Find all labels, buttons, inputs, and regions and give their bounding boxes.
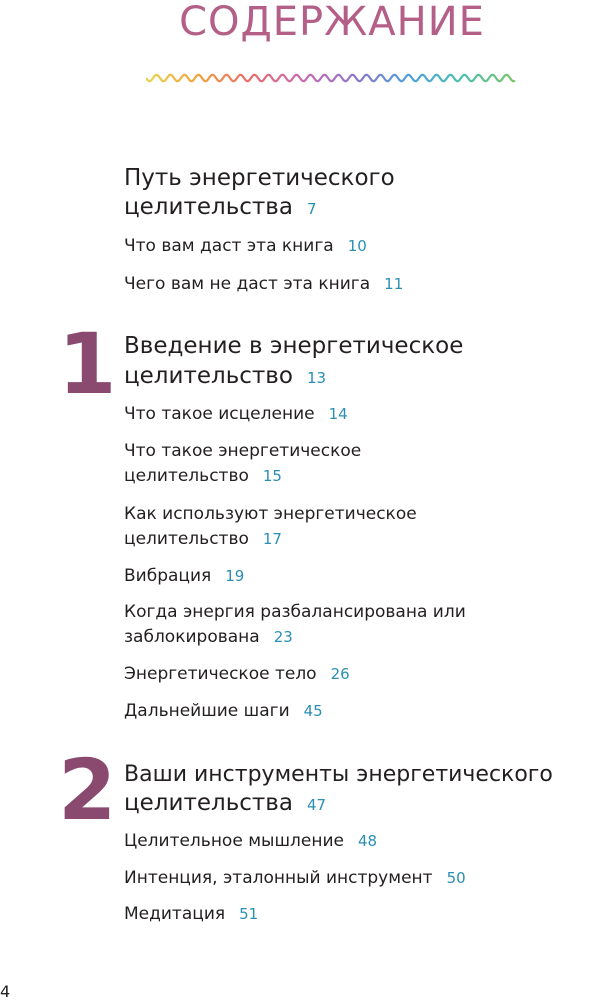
- toc-heading-intro[interactable]: [124, 164, 395, 193]
- page-number: 23: [273, 628, 293, 646]
- toc-heading-chapter2[interactable]: [124, 760, 553, 789]
- toc-entry-cont[interactable]: [124, 625, 293, 650]
- entry-text: Медитация: [124, 904, 226, 924]
- entry-text: Что вам даст эта книга: [124, 236, 334, 256]
- toc-entry[interactable]: [124, 829, 377, 854]
- page-number: 26: [330, 665, 350, 683]
- heading-text: Путь энергетического: [124, 165, 395, 191]
- toc-entry[interactable]: [124, 600, 466, 625]
- page-number: 17: [262, 530, 282, 548]
- chapter-number-1: 1: [58, 315, 117, 413]
- entry-text: Вибрация: [124, 566, 212, 586]
- toc-entry[interactable]: [124, 662, 350, 687]
- page-number: 14: [328, 405, 348, 423]
- page-title: СОДЕРЖАНИЕ: [179, 0, 485, 45]
- entry-text: Интенция, эталонный инструмент: [124, 868, 433, 888]
- toc-entry[interactable]: [124, 402, 348, 427]
- entry-text: Что такое энергетическое: [124, 441, 362, 461]
- page-number: 51: [239, 905, 259, 923]
- page-number: 50: [446, 869, 466, 887]
- toc-entry[interactable]: [124, 234, 367, 259]
- page-number: 45: [303, 702, 323, 720]
- entry-text: Как используют энергетическое: [124, 504, 417, 524]
- heading-text: целительства: [124, 790, 293, 816]
- entry-text: Энергетическое тело: [124, 664, 317, 684]
- chapter-number-2: 2: [58, 741, 117, 839]
- toc-entry[interactable]: [124, 439, 361, 464]
- page-number: 19: [225, 567, 245, 585]
- entry-text: целительство: [124, 466, 249, 486]
- toc-heading-chapter1-cont[interactable]: [124, 362, 326, 393]
- toc-heading-intro-cont[interactable]: [124, 193, 317, 224]
- toc-heading-chapter1[interactable]: [124, 332, 463, 361]
- entry-text: Дальнейшие шаги: [124, 701, 290, 721]
- page-number: 13: [306, 369, 327, 387]
- page-number: 11: [384, 275, 404, 293]
- entry-text: Когда энергия разбалансирована или: [124, 602, 466, 622]
- entry-text: Целительное мышление: [124, 831, 344, 851]
- toc-entry[interactable]: [124, 502, 417, 527]
- entry-text: целительство: [124, 529, 249, 549]
- toc-entry[interactable]: [124, 272, 403, 297]
- toc-entry[interactable]: [124, 866, 466, 891]
- heading-text: целительство: [124, 363, 293, 389]
- toc-entry-cont[interactable]: [124, 464, 282, 489]
- entry-text: Что такое исцеление: [124, 404, 315, 424]
- heading-text: целительства: [124, 194, 293, 220]
- toc-entry[interactable]: [124, 699, 323, 724]
- heading-text: Введение в энергетическое: [124, 333, 464, 359]
- page-number: 7: [306, 200, 317, 218]
- page-number: 10: [347, 237, 367, 255]
- toc-heading-chapter2-cont[interactable]: [124, 789, 326, 820]
- toc-entry-cont[interactable]: [124, 527, 282, 552]
- page-number-folio: 4: [0, 982, 11, 1001]
- heading-text: Ваши инструменты энергетического: [124, 762, 553, 787]
- entry-text: заблокирована: [124, 627, 260, 647]
- toc-entry[interactable]: [124, 564, 244, 589]
- page-number: 48: [357, 832, 378, 850]
- page-number: 15: [262, 467, 282, 485]
- page-number: 47: [306, 796, 327, 814]
- entry-text: Чего вам не даст эта книга: [124, 274, 371, 294]
- toc-entry[interactable]: [124, 902, 258, 927]
